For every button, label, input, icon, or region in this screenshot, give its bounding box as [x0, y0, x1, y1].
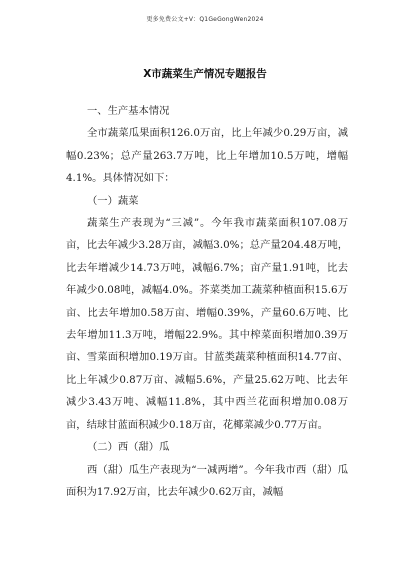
paragraph-melons: 西（甜）瓜生产表现为“一减两增”。今年我市西（甜）瓜面积为17.92万亩，比去年减少0.62万亩，减幅	[66, 463, 348, 498]
header-note: 更多免费公文+V：Q1GeGongWen2024	[146, 16, 264, 23]
section-heading-melons: （二）西（甜）瓜	[87, 441, 170, 454]
paragraph-vegetables: 蔬菜生产表现为“三减”。今年我市蔬菜面积107.08万亩，比去年减少3.28万亩，减幅3.0%；总产量204.48万吨，比去年增减少14.73万吨，减幅6.7%；亩产量1.91吨，比去年减少0.08吨，减幅4.0%。芥菜类加工蔬菜种植面积15.6万亩、比去年增加0.58万亩、增幅0.39%，产量60.6万吨、比去年增加11.3万吨，增幅22.9%。其中榨菜面积增加0.39万亩、雪菜面积增加0.19万亩。甘蓝类蔬菜种植面积14.77亩、比上年减少0.87万亩、减幅5.6%，产量25.62万吨、比去年减少3.43万吨、减幅11.8%，其中西兰花面积增加0.08万亩，结球甘蓝面积减少0.18万亩，花椰菜减少0.77万亩。	[66, 217, 348, 431]
section-heading-basic: 一、生产基本情况	[87, 105, 170, 117]
document-body	[66, 100, 348, 503]
paragraph-overview: 全市蔬菜瓜果面积126.0万亩，比上年减少0.29万亩，减幅0.23%；总产量263.7万吨，比上年增加10.5万吨，增幅4.1%。具体情况如下：	[66, 127, 348, 185]
document-title: X市蔬菜生产情况专题报告	[143, 68, 267, 80]
section-heading-vegetables: （一）蔬菜	[87, 194, 139, 207]
